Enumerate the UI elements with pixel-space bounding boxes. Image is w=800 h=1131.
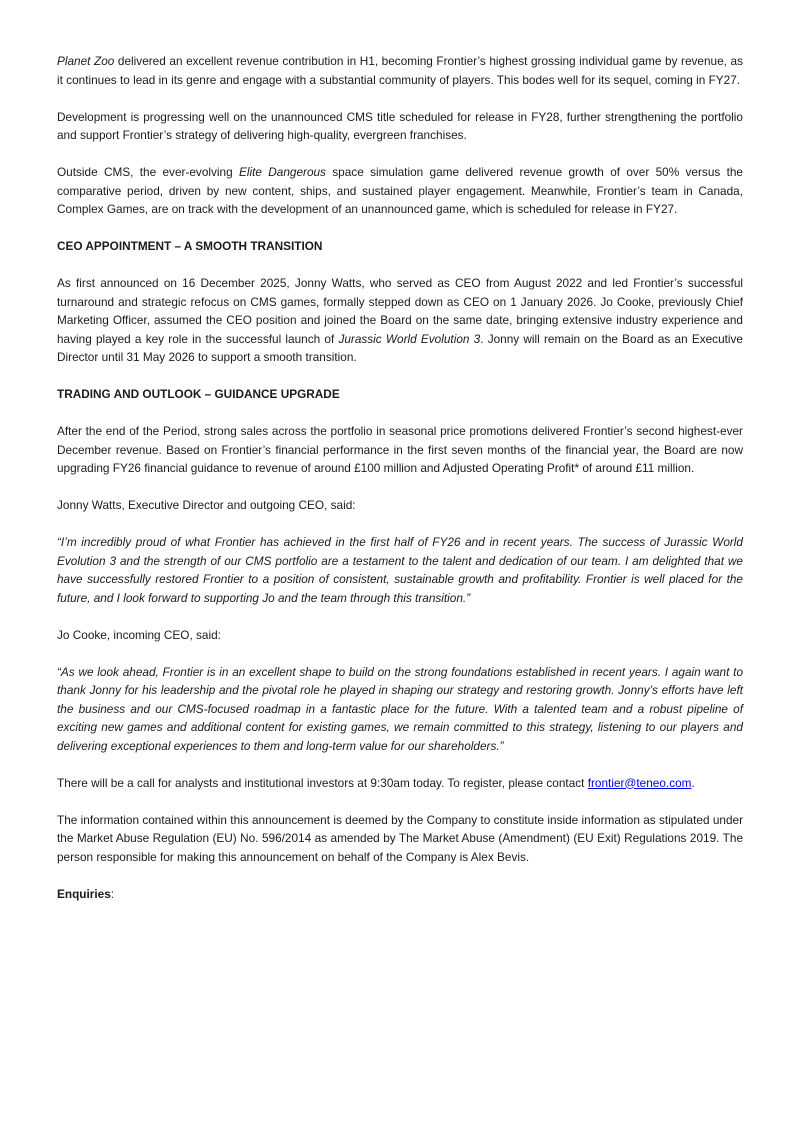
- enquiries-colon: :: [110, 886, 115, 901]
- enquiries-label: Enquiries: [57, 886, 111, 901]
- paragraph-elite-dangerous-pre: Outside CMS, the ever-evolving: [57, 165, 239, 179]
- paragraph-ceo-transition-post: . Jonny will remain on the Board as an Executive Director until 31 May 2026 to support a smooth transition.: [57, 331, 743, 364]
- paragraph-analyst-call: [57, 774, 743, 793]
- quote-jonny-watts: “I’m incredibly proud of what Frontier has achieved in the first half of FY26 and in recent years. The success of Jurassic World Evolution 3 and the strength of our CMS portfolio are a testament to the talent and dedication of our team. I am delighted that we have successfully restored Frontier to a position of consistent, sustainable growth and profitability. Frontier is well placed for the future, and I look forward to supporting Jo and the team through this transition.”: [57, 535, 743, 605]
- paragraph-elite-dangerous-post: space simulation game delivered revenue growth of over 50% versus the comparative period, driven by new content, ships, and sustained player engagement. Meanwhile, Frontier’s team in Canada, Complex Games, are on track with the development of an unannounced game, which is scheduled for release in FY27.: [57, 165, 743, 216]
- paragraph-analyst-call-pre: There will be a call for analysts and institutional investors at 9:30am today. To register, please contact: [57, 775, 588, 790]
- paragraph-ceo-transition: [57, 274, 743, 367]
- paragraph-jo-cooke-intro: Jo Cooke, incoming CEO, said:: [57, 627, 221, 642]
- paragraph-jonny-watts-intro: Jonny Watts, Executive Director and outgoing CEO, said:: [57, 498, 356, 512]
- paragraph-cms-development: [57, 108, 743, 145]
- paragraph-inside-information: The information contained within this announcement is deemed by the Company to constitute inside information as stipulated under the Market Abuse Regulation (EU) No. 596/2014 as amended by The Market Abuse (Amendment) (EU Exit) Regulations 2019. The person responsible for making this announcement on behalf of the Company is Alex Bevis.: [57, 812, 743, 864]
- game-title-jurassic-world-evolution-3: Jurassic World Evolution 3: [338, 331, 481, 346]
- paragraph-elite-dangerous: [57, 163, 743, 219]
- game-title-elite-dangerous: Elite Dangerous: [238, 165, 326, 179]
- paragraph-planet-zoo-text: delivered an excellent revenue contribution in H1, becoming Frontier’s highest grossing individual game by revenue, as it continues to lead in its genre and engage with a substantial community of players. This bodes well for its sequel, coming in FY27.: [57, 54, 743, 87]
- game-title-planet-zoo: Planet Zoo: [57, 54, 115, 68]
- paragraph-ceo-transition-pre: As first announced on 16 December 2025, Jonny Watts, who served as CEO from August 2022 and led Frontier’s successful turnaround and strategic refocus on CMS games, formally stepped down as CEO on 1 January 2026. Jo Cooke, previously Chief Marketing Officer, assumed the CEO position and joined the Board on the same date, bringing extensive industry experience and having played a key role in the successful launch of: [57, 276, 743, 346]
- paragraph-guidance-upgrade: After the end of the Period, strong sales across the portfolio in seasonal price promotions delivered Frontier’s second highest-ever December revenue. Based on Frontier’s financial performance in the first seven months of the financial year, the Board are now upgrading FY26 financial guidance to revenue of around £100 million and Adjusted Operating Profit* of around £11 million.: [57, 424, 743, 475]
- quote-jo-cooke: “As we look ahead, Frontier is in an excellent shape to build on the strong foundations established in recent years. I again want to thank Jonny for his leadership and the pivotal role he played in shaping our strategy and restoring growth. Jonny’s efforts have left the business and our CMS-focused roadmap in a fantastic place for the future. With a talented team and a robust pipeline of exciting new games and additional content for existing games, we remain committed to this strategy, listening to our players and delivering exceptional experiences to them and long-term value for our shareholders.”: [57, 664, 743, 753]
- heading-enquiries: [57, 885, 743, 904]
- email-link[interactable]: frontier@teneo.com: [587, 775, 692, 790]
- paragraph-planet-zoo: [57, 52, 743, 89]
- heading-trading-outlook: TRADING AND OUTLOOK – GUIDANCE UPGRADE: [57, 387, 340, 401]
- heading-ceo-appointment: CEO APPOINTMENT – A SMOOTH TRANSITION: [57, 239, 323, 253]
- paragraph-cms-development-text: Development is progressing well on the unannounced CMS title scheduled for release in FY28, further strengthening the portfolio and support Frontier’s strategy of delivering high-quality, evergreen franchises.: [57, 109, 743, 142]
- paragraph-analyst-call-post: .: [691, 775, 695, 790]
